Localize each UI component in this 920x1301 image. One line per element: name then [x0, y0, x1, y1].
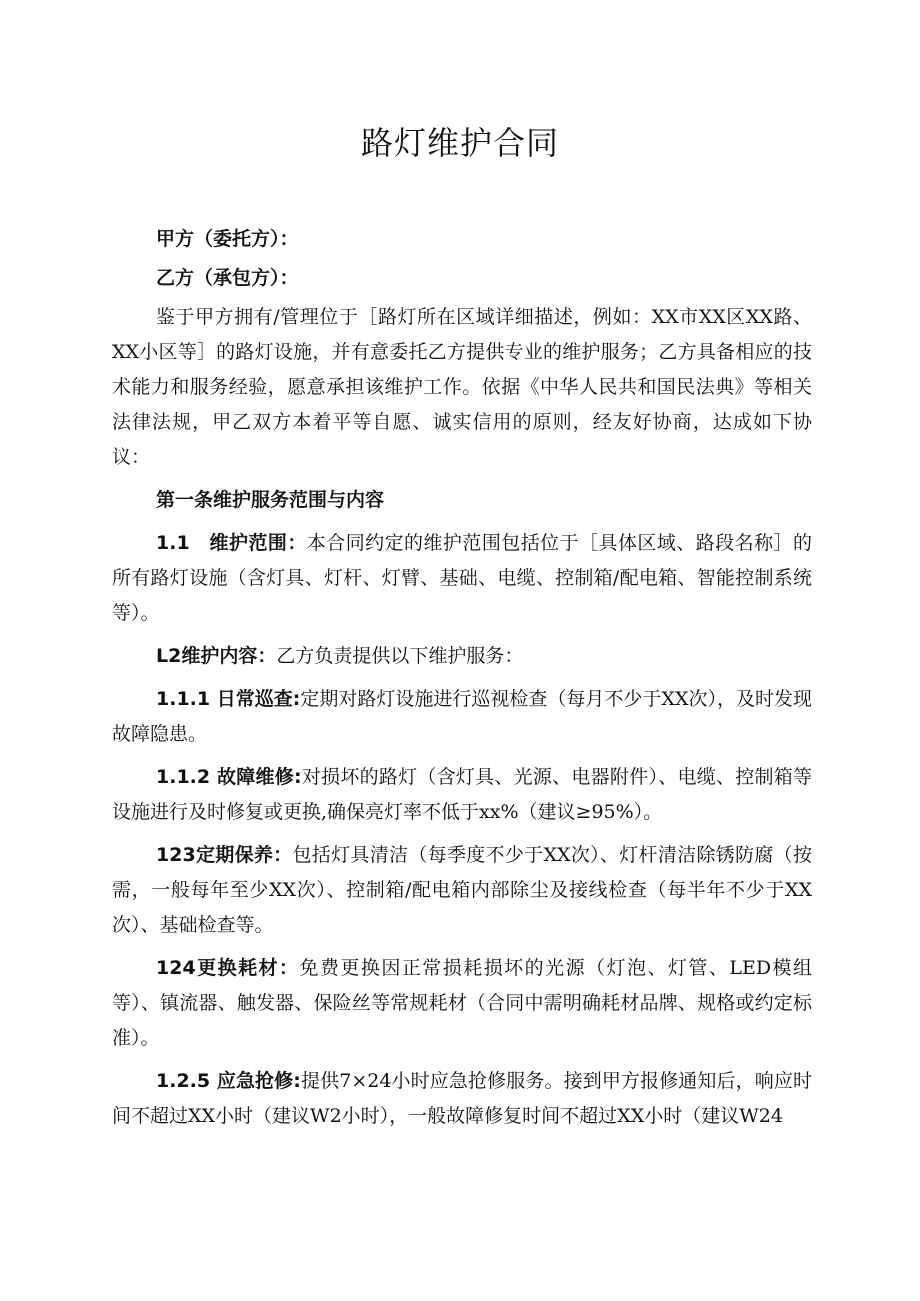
clause-1-2-5: 1.2.5 应急抢修:提供7×24小时应急抢修服务。接到甲方报修通知后，响应时间不超过XX小时（建议W2小时），一般故障修复时间不超过XX小时（建议W24 — [112, 1070, 813, 1127]
document-title: 路灯维护合同 — [360, 124, 559, 162]
clause-1-1: 1.1 维护范围：本合同约定的维护范围包括位于［具体区域、路段名称］的所有路灯设施（含灯具、灯杆、灯臂、基础、电缆、控制箱/配电箱、智能控制系统等）。 — [112, 532, 812, 624]
article-1-heading: 第一条维护服务范围与内容 — [156, 489, 385, 511]
clause-1-2: L2维护内容：乙方负责提供以下维护服务： — [156, 645, 524, 667]
party-a-line: 甲方（委托方）： — [156, 228, 299, 250]
document-body — [112, 222, 812, 1142]
clause-1-2-3: 123定期保养：包括灯具清洁（每季度不少于XX次）、灯杆清洁除锈防腐（按需，一般每年至少XX次）、控制箱/配电箱内部除尘及接线检查（每半年不少于XX次）、基础检查等。 — [112, 844, 812, 936]
clause-1-2-4: 124更换耗材：免费更换因正常损耗损坏的光源（灯泡、灯管、LED模组等）、镇流器、触发器、保险丝等常规耗材（合同中需明确耗材品牌、规格或约定标准）。 — [112, 957, 812, 1049]
clause-1-1-2: 1.1.2 故障维修:对损坏的路灯（含灯具、光源、电器附件）、电缆、控制箱等设施进行及时修复或更换,确保亮灯率不低于xx%（建议≥95%）。 — [112, 766, 812, 823]
preamble-paragraph: 鉴于甲方拥有/管理位于［路灯所在区域详细描述，例如：XX市XX区XX路、XX小区等］的路灯设施，并有意委托乙方提供专业的维护服务；乙方具备相应的技术能力和服务经验，愿意承担该维护工作。依据《中华人民共和国民法典》等相关法律法规，甲乙双方本着平等自愿、诚实信用的原则，经友好协商，达成如下协议： — [112, 306, 812, 468]
clause-1-1-1: 1.1.1 日常巡查:定期对路灯设施进行巡视检查（每月不少于XX次），及时发现故障隐患。 — [112, 688, 813, 745]
party-b-line: 乙方（承包方）： — [156, 267, 299, 289]
